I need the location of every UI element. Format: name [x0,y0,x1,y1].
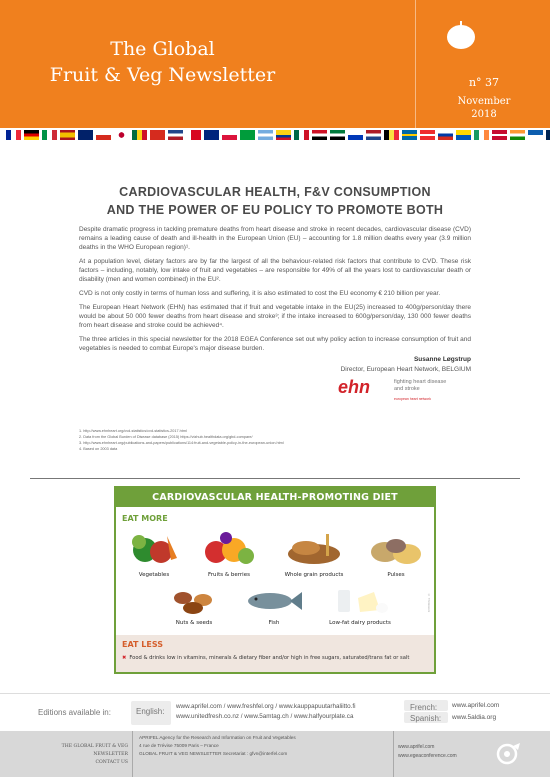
flag-icon [60,130,75,140]
eat-less-description [122,655,409,661]
article-paragraph: CVD is not only costly in terms of human loss and suffering, it is also estimated to cost the EU economy € 210 billion per year. [79,290,441,297]
eat-less-section [116,635,434,672]
cross-icon: ✖ [122,655,127,661]
footnote[interactable]: 3. http://www.ehnheart.org/publications-and-papers/publications/114:fruit-and-vegetable-policy-in-the-european-union.html [79,441,284,445]
article-headline [0,183,550,219]
french-label: French: [410,703,438,712]
editions-label: Editions available in: [38,708,111,717]
english-label: English: [136,707,165,716]
headline-line-2: AND THE POWER OF EU POLICY TO PROMOTE BOTH [106,203,444,217]
flag-icon [114,130,129,140]
author-name: Susanne Løgstrup [413,356,471,363]
english-label-box [131,701,171,725]
flag-icon [420,130,435,140]
english-edition-links: www.aprifel.com / www.freshfel.org / www.kauppapuutarhaliitto.fi www.unitedfresh.co.nz / www.5amtag.ch / www.halfyourplate.ca [176,703,356,720]
pulses-icon [369,528,423,568]
country-flags-strip [0,130,550,142]
french-edition-link[interactable]: www.aprifel.com [452,702,500,709]
whole-grain-icon [284,528,344,568]
ehn-subtitle: european heart network [394,397,431,401]
footer-address-block [132,731,394,777]
footer-contact-label [36,743,128,767]
eat-less-heading: EAT LESS [122,640,164,649]
image-credit: © Thinkstock [427,593,431,613]
flag-icon [132,130,147,140]
footnote[interactable]: 2. Data from the Global Burden of Disease database (2015) https://vizhub.healthdata.org/gbd-compare/ [79,435,253,439]
spanish-label: Spanish: [410,714,442,723]
ehn-tagline-2: and stroke [394,385,420,392]
dairy-icon [330,586,390,616]
section-divider [30,478,520,479]
food-item-pulses [366,528,426,578]
flag-icon [510,130,525,140]
flag-icon [222,130,237,140]
flag-icon [204,130,219,140]
flag-icon [150,130,165,140]
footer-street: 4 rue de Trévise 75009 Paris – France [139,743,219,748]
edition-link[interactable]: www.aprifel.com [176,703,222,710]
flag-icon [330,130,345,140]
ehn-tagline-1: fighting heart disease [394,379,447,385]
ehn-logo-mark: ehn [338,377,371,397]
article-paragraph: The European Heart Network (EHN) has estimated that if fruit and vegetable intake in the EU(25) increased to 400g/person/day there would be about 50 000 fewer deaths from heart disease and stroke³; if the intake increased to 600g/person/day, 130 000 fewer deaths from heart disease and stroke could be achieved⁴. [79,304,471,329]
flag-icon [24,130,39,140]
nuts-seeds-icon [169,586,219,616]
edition-link[interactable]: www.freshfel.org [227,703,274,710]
food-item-whole-grain [274,528,354,578]
footnotes [79,428,479,452]
food-label: Fish [268,620,280,626]
flag-icon [348,130,363,140]
flag-icon [78,130,93,140]
article-paragraph: At a population level, dietary factors are by far the largest of all the behaviour-related risk factors that contribute to CVD. These risk factors – including, notably, low intake of fruit and vegetables – are responsible for 49% of all the years lost to cardiovascular death or disability (men and women combined) in the EU². [79,258,471,283]
flag-icon [492,130,507,140]
editions-bar [0,693,550,730]
fish-icon [244,586,304,616]
flag-icon [546,130,550,140]
flag-icon [528,130,543,140]
flag-icon [168,130,183,140]
food-label: Nuts & seeds [175,620,213,626]
author-title: Director, European Heart Network, BELGIUM [340,366,471,373]
footer-org: APRIFEL Agency for the Research and Information on Fruit and Vegetables [139,735,296,740]
flag-icon [6,130,21,140]
footer-links [398,743,457,761]
flag-icon [186,130,201,140]
footnote[interactable]: 1. http://www.ehnheart.org/cvd-statistics/cvd-statistics-2017.html [79,429,187,433]
food-label: Whole grain products [284,572,344,578]
eat-less-text: Food & drinks low in vitamins, minerals & dietary fiber and/or high in free sugars, saturated/trans fat or salt [129,655,410,661]
edition-link[interactable]: www.kauppapuutarhaliitto.fi [278,703,356,710]
flag-icon [258,130,273,140]
food-item-nuts-seeds [164,586,224,626]
page-footer [0,731,550,777]
footer-secretariat[interactable]: GLOBAL FRUIT & VEG NEWSLETTER Secretariat : gfvn@interfel.com [139,751,288,756]
food-label: Fruits & berries [208,572,250,578]
flag-icon [42,130,57,140]
author-signature [341,355,471,375]
egea-logo-icon [496,741,522,765]
eat-more-heading: EAT MORE [122,514,168,523]
issue-year: 2018 [471,109,497,120]
footer-address [139,734,296,758]
article-paragraph: The three articles in this special newsletter for the 2018 EGEA Conference set out why policy action to increase consumption of fruit and vegetables is needed to combat Europe's major disease burden. [79,336,471,352]
spanish-edition-link[interactable]: www.5aldia.org [452,714,497,721]
flag-icon [474,130,489,140]
footer-newsletter-name: THE GLOBAL FRUIT & VEG NEWSLETTER [61,744,128,757]
ehn-tagline [394,379,446,392]
footer-link[interactable]: www.aprifel.com [398,744,435,750]
food-item-fish [242,586,306,626]
flag-icon [294,130,309,140]
flag-icon [456,130,471,140]
footer-contact-us: CONTACT US [95,760,128,765]
edition-link[interactable]: www.unitedfresh.co.nz [176,713,239,720]
article-paragraph: Despite dramatic progress in tackling premature deaths from heart disease and stroke in recent decades, cardiovascular disease (CVD) remains a leading cause of death and ill-health in the European Union (EU) – accounting for 1.8 million deaths every year (3.9 million deaths in the WHO European region)¹. [79,226,471,251]
newsletter-header [0,0,550,128]
food-item-fruits-berries [198,528,260,578]
flag-icon [96,130,111,140]
flag-icon [240,130,255,140]
ehn-logo [338,375,478,411]
issue-month: November [457,96,511,107]
footer-link[interactable]: www.egeaconference.com [398,753,457,759]
newsletter-title [0,36,325,88]
header-divider [415,0,416,128]
flag-icon [276,130,291,140]
edition-link[interactable]: www.5amtag.ch [244,713,289,720]
footnote: 4. Based on 2003 data [79,447,118,451]
flag-icon [438,130,453,140]
article-body [79,225,471,358]
edition-link[interactable]: www.halfyourplate.ca [293,713,354,720]
food-label: Pulses [387,572,405,578]
title-line-1: The Global [110,38,215,60]
flag-icon [312,130,327,140]
flag-icon [402,130,417,140]
issue-date [418,95,550,121]
flag-icon [384,130,399,140]
title-line-2: Fruit & Veg Newsletter [49,64,276,86]
headline-line-1: CARDIOVASCULAR HEALTH, F&V CONSUMPTION [119,185,431,199]
flag-icon [366,130,381,140]
diet-infographic [114,486,436,674]
diet-title: CARDIOVASCULAR HEALTH-PROMOTING DIET [116,488,434,507]
food-label: Low-fat dairy products [329,620,391,626]
food-item-vegetables [124,528,184,578]
fruits-berries-icon [202,528,256,568]
tomato-icon [445,20,477,50]
vegetables-icon [127,528,181,568]
issue-number: n° 37 [468,76,500,89]
food-label: Vegetables [138,572,170,578]
food-item-low-fat-dairy [318,586,402,626]
